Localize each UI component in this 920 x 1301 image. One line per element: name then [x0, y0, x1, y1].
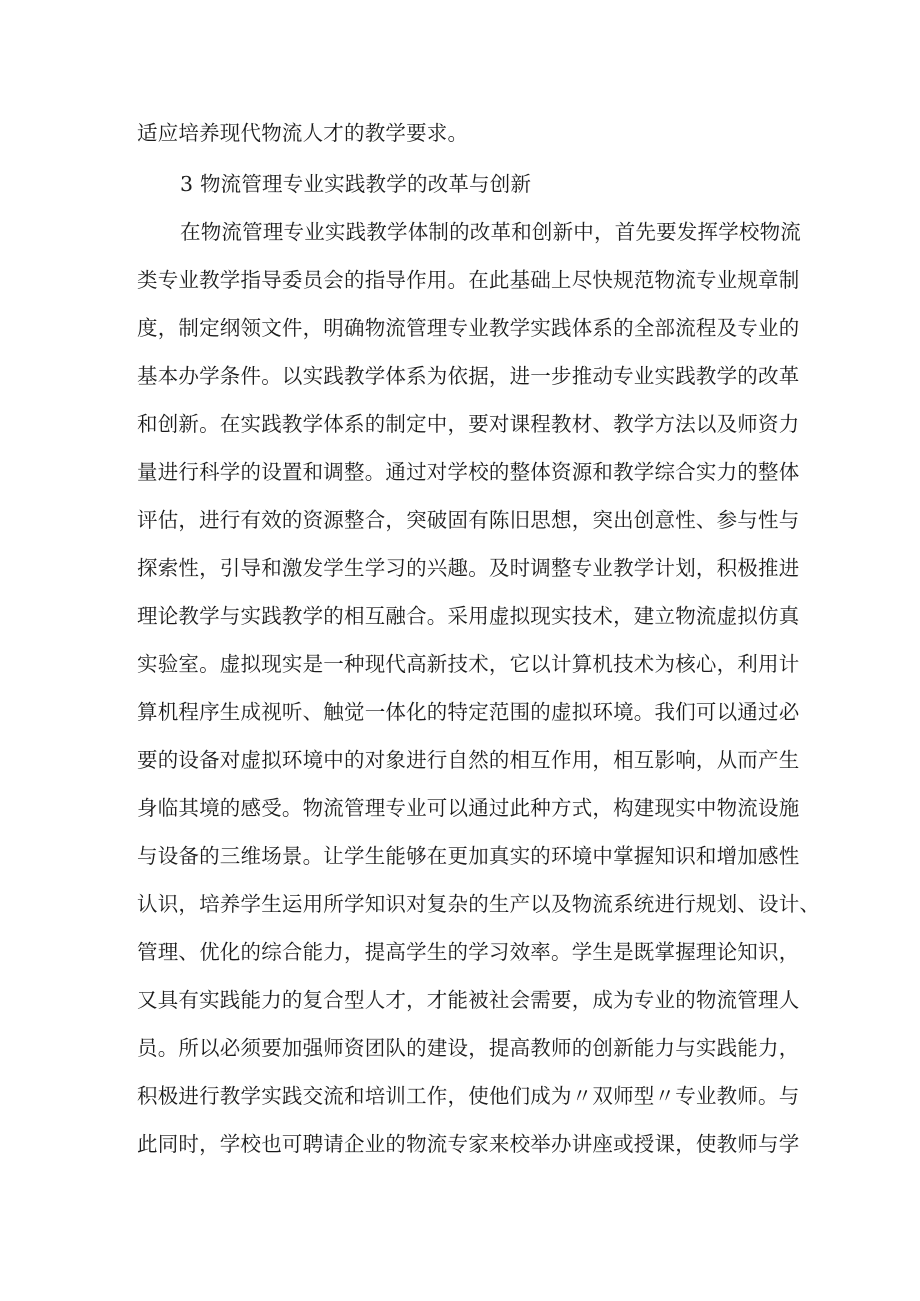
paragraph-line: 量进行科学的设置和调整。通过对学校的整体资源和教学综合实力的整体 — [137, 460, 800, 484]
paragraph-line: 又具有实践能力的复合型人才，才能被社会需要，成为专业的物流管理人 — [137, 988, 800, 1012]
paragraph-line: 评估，进行有效的资源整合，突破固有陈旧思想，突出创意性、参与性与 — [137, 508, 800, 532]
paragraph-line: 积极进行教学实践交流和培训工作，使他们成为〃双师型〃专业教师。与 — [137, 1084, 800, 1108]
paragraph-line: 身临其境的感受。物流管理专业可以通过此种方式，构建现实中物流设施 — [137, 796, 800, 820]
paragraph-line: 员。所以必须要加强师资团队的建设，提高教师的创新能力与实践能力， — [137, 1036, 800, 1060]
paragraph-line: 和创新。在实践教学体系的制定中，要对课程教材、教学方法以及师资力 — [137, 412, 800, 436]
paragraph-line: 理论教学与实践教学的相互融合。采用虚拟现实技术，建立物流虚拟仿真 — [137, 604, 800, 628]
paragraph-line: 基本办学条件。以实践教学体系为依据，进一步推动专业实践教学的改革 — [137, 364, 800, 388]
paragraph-line: 算机程序生成视听、触觉一体化的特定范围的虚拟环境。我们可以通过必 — [137, 700, 800, 724]
paragraph-line: 类专业教学指导委员会的指导作用。在此基础上尽快规范物流专业规章制 — [137, 268, 800, 292]
paragraph-line: 实验室。虚拟现实是一种现代高新技术，它以计算机技术为核心，利用计 — [137, 652, 800, 676]
paragraph-line: 此同时，学校也可聘请企业的物流专家来校举办讲座或授课，使教师与学 — [137, 1132, 800, 1156]
paragraph-line: 管理、优化的综合能力，提高学生的学习效率。学生是既掌握理论知识， — [137, 940, 800, 964]
intro-line: 适应培养现代物流人才的教学要求。 — [137, 121, 469, 145]
section-heading: 3 物流管理专业实践教学的改革与创新 — [180, 172, 532, 196]
paragraph-line: 认识，培养学生运用所学知识对复杂的生产以及物流系统进行规划、设计、 — [137, 892, 821, 916]
paragraph-line: 度，制定纲领文件，明确物流管理专业教学实践体系的全部流程及专业的 — [137, 316, 800, 340]
paragraph-line: 要的设备对虚拟环境中的对象进行自然的相互作用，相互影响，从而产生 — [137, 748, 800, 772]
paragraph-line: 在物流管理专业实践教学体制的改革和创新中，首先要发挥学校物流 — [180, 220, 801, 244]
paragraph-line: 与设备的三维场景。让学生能够在更加真实的环境中掌握知识和增加感性 — [137, 844, 800, 868]
paragraph-line: 探索性，引导和激发学生学习的兴趣。及时调整专业教学计划，积极推进 — [137, 556, 800, 580]
